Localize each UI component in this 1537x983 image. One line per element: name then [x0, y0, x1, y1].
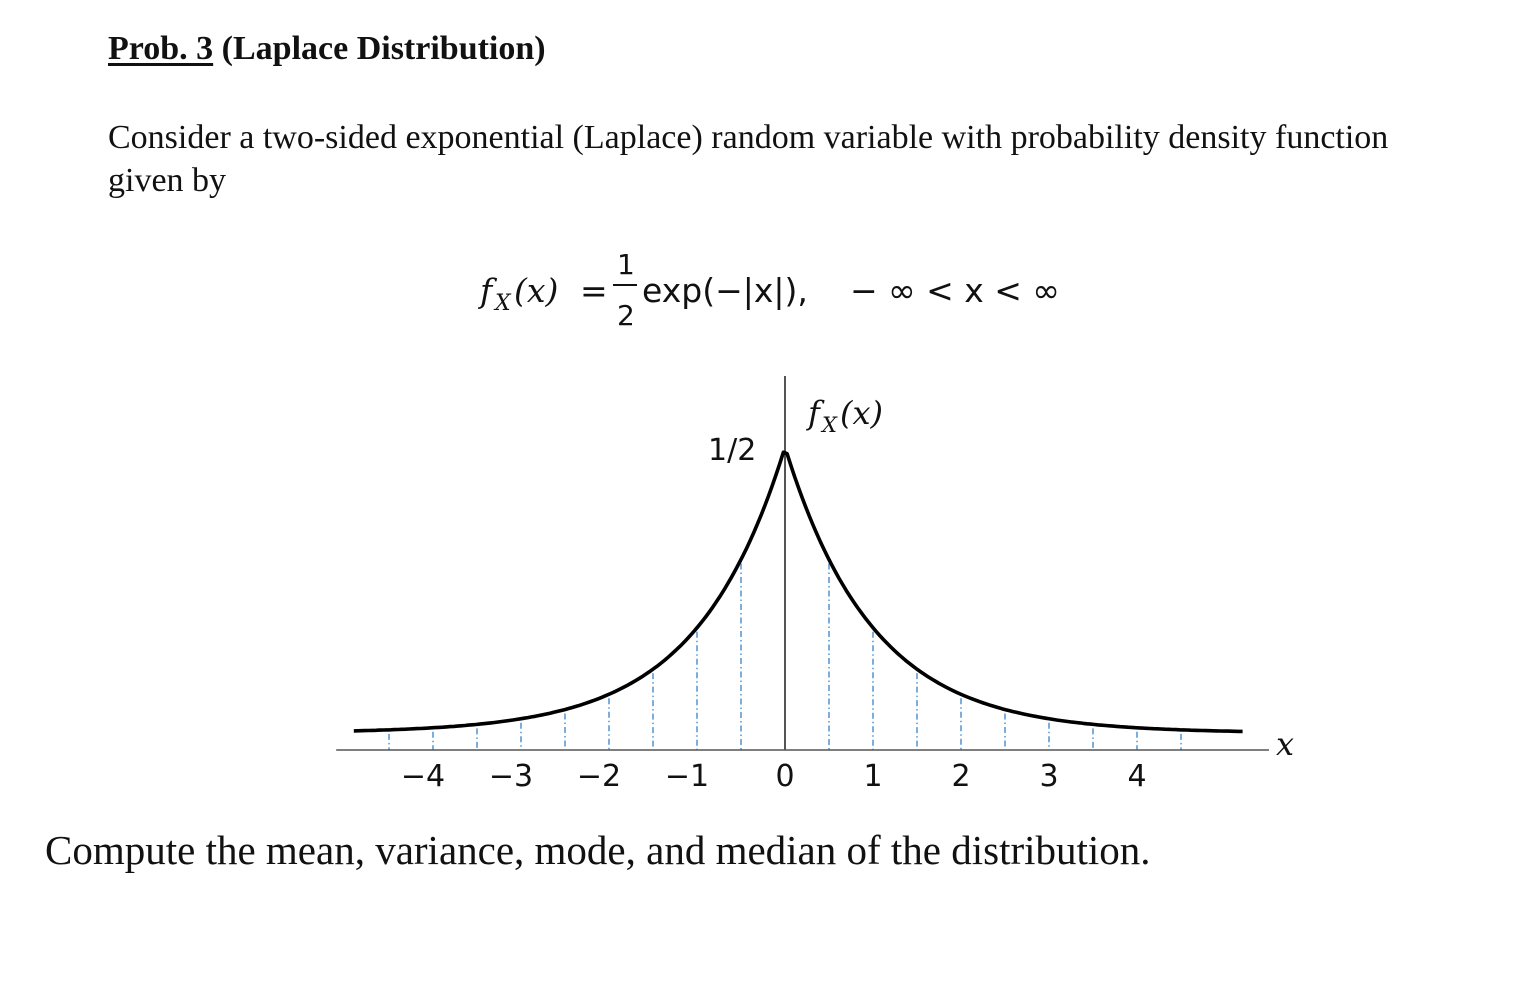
x-tick-label: −2	[576, 759, 622, 794]
x-tick-label: −1	[664, 759, 710, 794]
y-label-argument: (x)	[840, 394, 884, 432]
equation-domain: − ∞ < x < ∞	[850, 271, 1060, 310]
problem-number: Prob. 3	[108, 30, 214, 67]
equation-fraction-denominator: 2	[617, 299, 635, 332]
laplace-pdf-chart	[336, 376, 1294, 794]
x-tick-label: 4	[1127, 759, 1147, 794]
equation-f: f	[480, 271, 493, 310]
x-tick-label: −3	[488, 759, 534, 794]
pdf-equation	[477, 248, 1060, 332]
y-label-subscript: X	[822, 413, 837, 437]
pdf-curve	[354, 452, 1243, 731]
x-tick-label: 3	[1039, 759, 1059, 794]
problem-intro: Consider a two-sided exponential (Laplace) random variable with probability density function given by	[108, 119, 1389, 199]
equation-argument: (x)	[514, 271, 559, 310]
x-tick-label: 2	[951, 759, 971, 794]
x-axis-label: x	[1276, 725, 1295, 763]
x-tick-label: −4	[400, 759, 446, 794]
equation-fraction-numerator: 1	[617, 248, 635, 281]
y-axis-label	[806, 394, 883, 437]
equation-subscript: X	[495, 291, 511, 316]
peak-value-label: 1/2	[708, 433, 757, 468]
equation-equals: =	[580, 271, 608, 310]
equation-rhs: exp(−|x|),	[642, 271, 808, 310]
problem-heading: (Laplace Distribution)	[213, 30, 546, 67]
x-tick-label: 1	[863, 759, 883, 794]
x-tick-label: 0	[775, 759, 795, 794]
x-tick-labels	[401, 759, 1147, 794]
y-label-f: f	[808, 394, 820, 432]
question: Compute the mean, variance, mode, and median of the distribution.	[45, 827, 1151, 873]
